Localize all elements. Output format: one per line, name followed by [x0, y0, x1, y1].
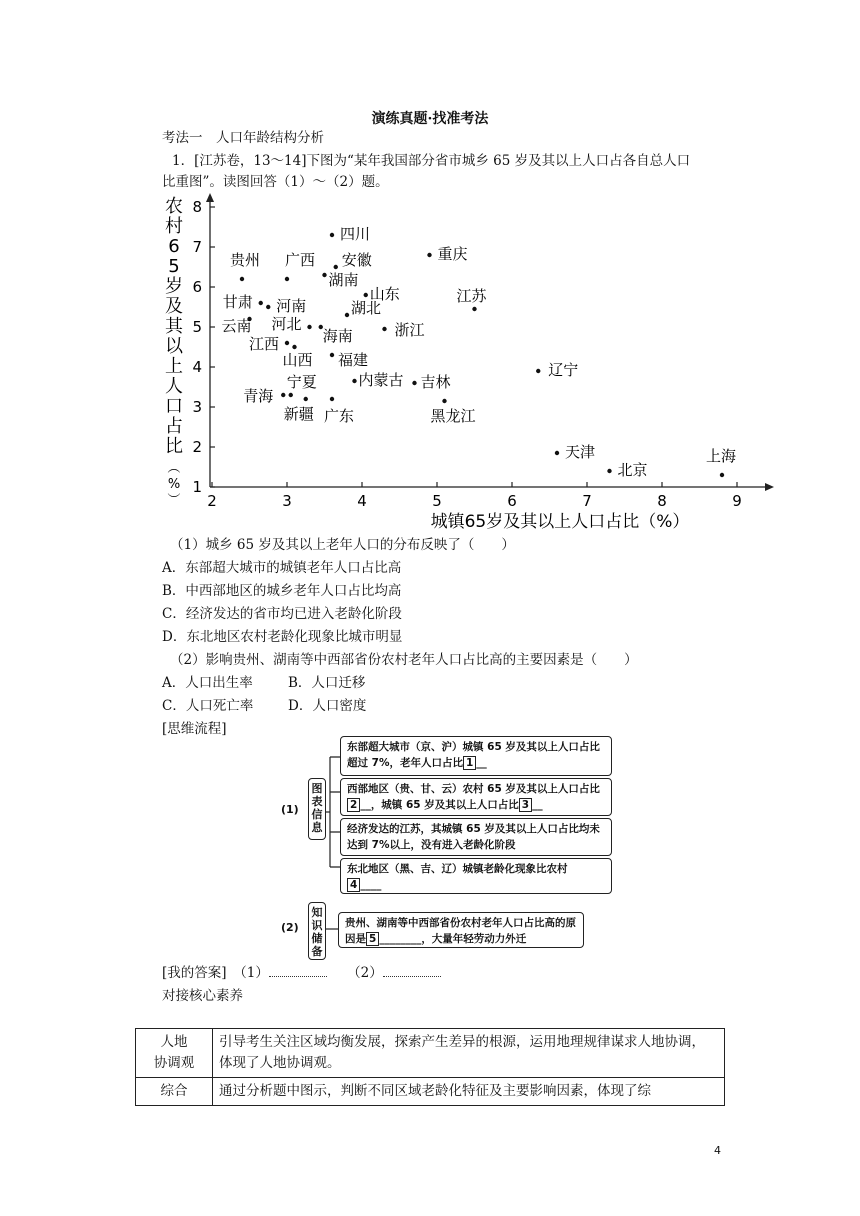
x-axis-arrow [765, 483, 774, 491]
y-axis-label-char: ） [165, 492, 180, 506]
data-point [607, 469, 611, 473]
data-point-label: 天津 [565, 443, 596, 461]
data-point [352, 379, 356, 383]
y-axis-label-char: 比 [165, 436, 183, 457]
y-axis-label-char: （ [165, 460, 180, 474]
table-head-cell: 综合 [136, 1078, 213, 1106]
data-point-label: 上海 [706, 447, 737, 465]
x-tick-label: 2 [207, 492, 217, 510]
y-axis-label-char: 上 [165, 356, 183, 377]
q2-option-a: A．人口出生率 [162, 675, 253, 691]
data-point-label: 湖南 [328, 271, 359, 289]
table-head-cell: 人地 协调观 [136, 1029, 213, 1078]
x-tick-label: 8 [657, 492, 667, 510]
x-axis-label: 城镇65岁及其以上人口占比（%） [430, 512, 690, 532]
data-point [266, 305, 270, 309]
y-tick-label: 8 [192, 198, 202, 216]
data-point-label: 山东 [369, 285, 400, 303]
y-tick-label: 3 [192, 398, 202, 416]
y-axis-label-char: 6 [168, 236, 180, 257]
flow-box-2-text-b: ，城镇 65 岁及其以上人口占比 [370, 799, 519, 811]
data-point-label: 贵州 [230, 251, 261, 269]
data-point [364, 293, 368, 297]
y-tick-label: 1 [192, 478, 202, 496]
data-point-label: 河北 [271, 315, 302, 333]
data-point [292, 345, 296, 349]
flow-box-4: 东北地区（黑、吉、辽）城镇老龄化现象比农村 4 ____ [340, 858, 612, 894]
flow-box-2-text-a: 西部地区（贵、甘、云）农村 65 岁及其以上人口占比 [347, 783, 600, 795]
page-title: 演练真题·找准考法 [371, 111, 489, 127]
data-point-label: 安徽 [341, 251, 372, 269]
question-intro-line1: 1．[江苏卷，13～14]下图为“某年我国部分省市城乡 65 岁及其以上人口占各自总人口 [172, 153, 691, 169]
my-answer-label-2: （2） [353, 965, 383, 981]
x-tick-label: 3 [282, 492, 292, 510]
question-2: （2）影响贵州、湖南等中西部省份农村老年人口占比高的主要因素是（ ） [170, 652, 638, 668]
question-1: （1）城乡 65 岁及其以上老年人口的分布反映了（ ） [170, 537, 515, 553]
y-tick-label: 7 [192, 238, 202, 256]
data-point [472, 307, 476, 311]
table-body-cell: 通过分析题中图示，判断不同区域老龄化特征及主要影响因素，体现了综 [213, 1078, 725, 1106]
data-point-label: 江苏 [456, 287, 487, 305]
x-tick-label: 4 [357, 492, 367, 510]
data-point [345, 313, 349, 317]
my-answer-label: [我的答案] （1） [162, 965, 269, 981]
y-axis-label-char: 占 [165, 416, 183, 437]
blank-1-marker: 1 [463, 756, 476, 770]
blank-4-marker: 4 [347, 878, 360, 892]
q1-option-d: D．东北地区农村老龄化现象比城市明显 [162, 629, 403, 645]
data-point [330, 353, 334, 357]
data-point [307, 325, 311, 329]
x-tick-label: 7 [582, 492, 592, 510]
y-tick-label: 4 [192, 358, 202, 376]
data-point-label: 云南 [221, 317, 252, 335]
y-axis-label-char: 及 [165, 296, 183, 317]
answer-1-blank[interactable] [269, 964, 327, 977]
flow-box-5-end: ，大量年轻劳动力外迁 [421, 933, 527, 945]
y-tick-label: 5 [192, 318, 202, 336]
flow-label-chart-info: 图表信息 [308, 778, 326, 840]
data-point-label: 北京 [617, 461, 648, 479]
flow-num-1: (1) [281, 803, 299, 816]
table-body-cell: 引导考生关注区域均衡发展，探索产生差异的根源，运用地理规律谋求人地协调，体现了人地协调观。 [213, 1029, 725, 1078]
q1-option-b: B．中西部地区的城乡老年人口占比均高 [162, 583, 402, 599]
y-axis-label-char: 5 [168, 256, 180, 277]
flow-box-1: 东部超大城市（京、沪）城镇 65 岁及其以上人口占比超过 7%，老年人口占比 1 __ [340, 736, 612, 776]
flow-box-1-text: 东部超大城市（京、沪）城镇 65 岁及其以上人口占比超过 7%，老年人口占比 [347, 741, 600, 769]
q2-option-b: B．人口迁移 [288, 675, 366, 691]
data-point-label: 辽宁 [548, 361, 579, 379]
y-tick-label: 6 [192, 278, 202, 296]
data-point-label: 黑龙江 [430, 407, 476, 425]
data-point [285, 277, 289, 281]
data-point-label: 内蒙古 [358, 371, 404, 389]
y-axis-label-char: 农 [165, 196, 183, 217]
data-point [427, 253, 431, 257]
data-point-label: 宁夏 [286, 373, 317, 391]
data-point [720, 473, 724, 477]
data-point-label: 重庆 [437, 245, 468, 263]
blank-5-marker: 5 [366, 932, 379, 946]
y-axis-label-char: 岁 [165, 276, 183, 297]
q1-option-a: A．东部超大城市的城镇老年人口占比高 [162, 560, 402, 576]
data-point [330, 397, 334, 401]
y-tick-label: 2 [192, 438, 202, 456]
data-point [382, 327, 386, 331]
data-point-label: 吉林 [420, 373, 451, 391]
q2-option-c: C．人口死亡率 [162, 698, 254, 714]
data-point [330, 233, 334, 237]
y-axis-label-char: 口 [165, 396, 183, 417]
data-point [412, 381, 416, 385]
core-heading: 对接核心素养 [162, 988, 243, 1004]
my-answer [162, 963, 441, 983]
table-row [136, 1078, 725, 1106]
y-axis-label-char: 人 [165, 376, 183, 397]
x-tick-label: 5 [432, 492, 442, 510]
y-axis-label-char: 其 [165, 316, 183, 337]
data-point [334, 265, 338, 269]
data-point-label: 新疆 [283, 405, 314, 423]
data-point [259, 301, 263, 305]
data-point [285, 341, 289, 345]
data-point-label: 山西 [282, 351, 313, 369]
q1-option-c: C．经济发达的省市均已进入老龄化阶段 [162, 606, 402, 622]
flow-num-2: (2) [281, 921, 299, 934]
flow-box-3: 经济发达的江苏，其城镇 65 岁及其以上人口占比均未达到 7%以上，没有进入老龄化阶段 [340, 818, 612, 856]
y-axis-label-char: % [167, 477, 181, 492]
data-point [442, 399, 446, 403]
data-point-label: 湖北 [351, 299, 382, 317]
q2-option-d: D．人口密度 [288, 698, 367, 714]
data-point [240, 277, 244, 281]
flow-box-5: 贵州、湖南等中西部省份农村老年人口占比高的原因是 5 ________，大量年轻劳动力外迁 [338, 912, 584, 948]
data-point-label: 河南 [276, 297, 307, 315]
data-point-label: 青海 [243, 387, 274, 405]
flow-box-2: 西部地区（贵、甘、云）农村 65 岁及其以上人口占比2 __，城镇 65 岁及其以上人口占比 3 __ [340, 778, 612, 816]
data-point-label: 广东 [324, 407, 355, 425]
data-point-label: 海南 [322, 327, 353, 345]
blank-3-marker: 3 [519, 798, 532, 812]
data-point-label: 江西 [249, 335, 280, 353]
y-axis-label-char: 以 [165, 336, 183, 357]
page-number: 4 [714, 1144, 721, 1157]
flow-box-4-text: 东北地区（黑、吉、辽）城镇老龄化现象比农村 [347, 863, 568, 875]
data-point [555, 451, 559, 455]
data-point [536, 369, 540, 373]
flow-heading: [思维流程] [162, 721, 227, 737]
core-literacy-table [135, 1028, 725, 1106]
x-tick-label: 9 [732, 492, 742, 510]
data-point-label: 甘肃 [222, 293, 253, 311]
data-point-label: 四川 [340, 225, 371, 243]
data-point [289, 393, 293, 397]
y-axis-arrow [206, 193, 214, 202]
table-row [136, 1029, 725, 1078]
flow-label-knowledge: 知识储备 [308, 902, 326, 960]
section-heading: 考法一 人口年龄结构分析 [162, 130, 324, 146]
x-tick-label: 6 [507, 492, 517, 510]
data-point [322, 273, 326, 277]
answer-2-blank[interactable] [383, 964, 441, 977]
question-intro-line2: 比重图”。读图回答（1）～（2）题。 [162, 174, 389, 190]
data-point-label: 福建 [338, 351, 369, 369]
data-point [304, 397, 308, 401]
blank-2-marker: 2 [347, 798, 360, 812]
flow-box-5-text: 贵州、湖南等中西部省份农村老年人口占比高的原因是 [345, 917, 576, 945]
data-point [281, 393, 285, 397]
scatter-chart [160, 190, 780, 535]
y-axis-label-char: 村 [165, 216, 183, 237]
data-point-label: 浙江 [394, 321, 425, 339]
data-point-label: 广西 [285, 251, 316, 269]
